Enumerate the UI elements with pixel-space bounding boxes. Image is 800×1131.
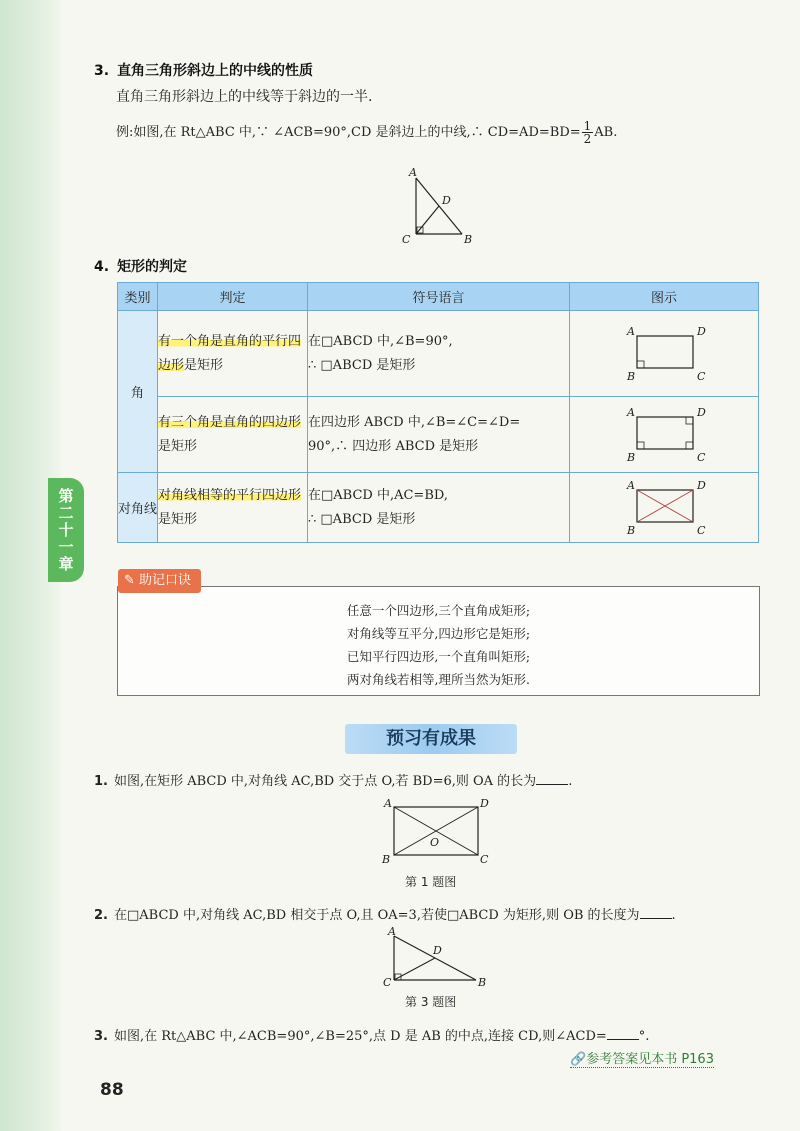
criterion-highlight: 有三个角是直角的四边形: [158, 414, 302, 430]
question-3-text: 如图,在 Rt△ABC 中,∠ACB=90°,∠B=25°,点 D 是 AB 的中点,连接 CD,则∠ACD=: [113, 1029, 607, 1044]
mnemonic-line: 两对角线若相等,理所当然为矩形.: [347, 672, 530, 687]
criterion-cell: [158, 311, 308, 397]
label-C: C: [697, 523, 706, 536]
symbolic-line: ∴ □ABCD 是矩形: [308, 357, 416, 373]
header-category: 类别: [118, 283, 158, 311]
section-4-number: 4.: [94, 259, 110, 275]
question-2-end: .: [671, 908, 676, 923]
criterion-highlight: 有一个角是直角的平行四边形: [158, 333, 302, 373]
question-3-figure: [380, 924, 490, 992]
page-number: 88: [100, 1080, 124, 1100]
label-A: A: [627, 478, 635, 492]
label-B: B: [478, 976, 487, 989]
fraction-numerator: 1: [583, 119, 592, 133]
figure-cell: [570, 473, 759, 543]
symbolic-line: 在□ABCD 中,AC=BD,: [308, 487, 448, 503]
section-4-title: [94, 256, 187, 276]
figure-3-caption: 第 3 题图: [405, 995, 457, 1009]
label-D: D: [697, 405, 706, 419]
section-banner: 预习有成果: [345, 724, 517, 754]
label-O: O: [430, 836, 440, 849]
question-1-text: 如图,在矩形 ABCD 中,对角线 AC,BD 交于点 O,若 BD=6,则 OA 的长为: [113, 774, 537, 789]
header-symbolic: 符号语言: [308, 283, 570, 311]
table-row: [118, 397, 759, 473]
question-3-number: 3.: [94, 1029, 108, 1044]
question-2-text: 在□ABCD 中,对角线 AC,BD 相交于点 O,且 OA=3,若使□ABCD 为矩形,则 OB 的长度为: [113, 908, 640, 923]
label-D: D: [697, 478, 706, 492]
table-header-row: [118, 283, 759, 311]
question-3: [94, 1025, 649, 1044]
example-prefix: 例:如图,在 Rt△ABC 中,∵ ∠ACB=90°,CD 是斜边上的中线,∴ CD=AD=BD=: [116, 125, 581, 140]
chapter-tab[interactable]: 第二十一章: [48, 478, 84, 582]
criterion-cell: [158, 473, 308, 543]
section-3-statement: 直角三角形斜边上的中线等于斜边的一半.: [116, 89, 373, 105]
label-A: A: [409, 166, 417, 179]
criterion-rest: 是矩形: [158, 511, 198, 527]
mnemonic-line: 对角线等互平分,四边形它是矩形;: [346, 626, 531, 641]
symbolic-cell: [308, 397, 570, 473]
question-1-end: .: [568, 774, 573, 789]
label-A: A: [627, 405, 635, 419]
label-A: A: [627, 324, 635, 338]
symbolic-cell: [308, 473, 570, 543]
label-B: B: [627, 369, 636, 382]
table-row: [118, 473, 759, 543]
label-B: B: [464, 233, 473, 246]
question-1-figure: [378, 795, 498, 871]
fraction-half: [582, 120, 594, 145]
answer-blank[interactable]: [536, 772, 568, 785]
answer-reference-link[interactable]: [570, 1048, 714, 1068]
pencil-icon: ✎: [124, 573, 140, 588]
criterion-cell: [158, 397, 308, 473]
header-figure: 图示: [570, 283, 759, 311]
label-C: C: [697, 450, 706, 463]
answer-blank[interactable]: [640, 906, 672, 919]
rectangle-criteria-table: [117, 282, 759, 543]
label-C: C: [480, 853, 489, 866]
criterion-rest: 是矩形: [184, 357, 224, 373]
label-A: A: [388, 925, 396, 938]
symbolic-line: 90°,∴ 四边形 ABCD 是矩形: [308, 438, 479, 454]
label-D: D: [442, 194, 451, 207]
criterion-highlight: 对角线相等的平行四边形: [158, 487, 302, 503]
mnemonic-box: [117, 586, 760, 696]
label-C: C: [383, 976, 392, 989]
fraction-denominator: 2: [583, 132, 592, 146]
question-1-number: 1.: [94, 774, 108, 789]
mnemonic-tag: [118, 569, 201, 593]
answer-reference-text: 参考答案见本书 P163: [586, 1052, 714, 1067]
header-criterion: 判定: [158, 283, 308, 311]
rectangle-figure-right-angle: [619, 322, 709, 382]
category-diagonal: 对角线: [118, 473, 158, 543]
answer-blank[interactable]: [607, 1027, 639, 1040]
section-3-heading: 直角三角形斜边上的中线的性质: [117, 63, 314, 79]
example-suffix: AB.: [594, 125, 618, 140]
label-B: B: [382, 853, 391, 866]
symbolic-line: 在四边形 ABCD 中,∠B=∠C=∠D=: [308, 414, 521, 430]
question-1: [94, 770, 572, 789]
question-2-number: 2.: [94, 908, 108, 923]
label-D: D: [480, 797, 489, 810]
category-angle: 角: [118, 311, 158, 473]
figure-cell: [570, 397, 759, 473]
label-B: B: [627, 450, 636, 463]
mnemonic-tag-label: 助记口诀: [139, 573, 192, 588]
label-C: C: [402, 233, 411, 246]
figure-1-caption: 第 1 题图: [405, 875, 457, 889]
symbolic-cell: [308, 311, 570, 397]
mnemonic-line: 已知平行四边形,一个直角叫矩形;: [346, 649, 531, 664]
right-triangle-figure: [398, 162, 478, 248]
rectangle-figure-three-right-angles: [619, 403, 709, 463]
criterion-rest: 是矩形: [158, 438, 198, 454]
section-3-example: [116, 120, 617, 145]
section-3-title: [94, 60, 313, 80]
symbolic-line: 在□ABCD 中,∠B=90°,: [308, 333, 453, 349]
section-4-heading: 矩形的判定: [117, 259, 188, 275]
question-2: [94, 904, 676, 923]
question-3-end: °.: [638, 1029, 650, 1044]
label-C: C: [697, 369, 706, 382]
section-3-number: 3.: [94, 63, 110, 79]
label-D: D: [697, 324, 706, 338]
label-B: B: [627, 523, 636, 536]
mnemonic-line: 任意一个四边形,三个直角成矩形;: [346, 603, 531, 618]
rectangle-figure-equal-diagonals: [619, 476, 709, 536]
symbolic-line: ∴ □ABCD 是矩形: [308, 511, 416, 527]
label-A: A: [384, 797, 392, 810]
label-D: D: [433, 944, 442, 957]
table-row: [118, 311, 759, 397]
link-icon: 🔗: [570, 1052, 587, 1067]
figure-cell: [570, 311, 759, 397]
